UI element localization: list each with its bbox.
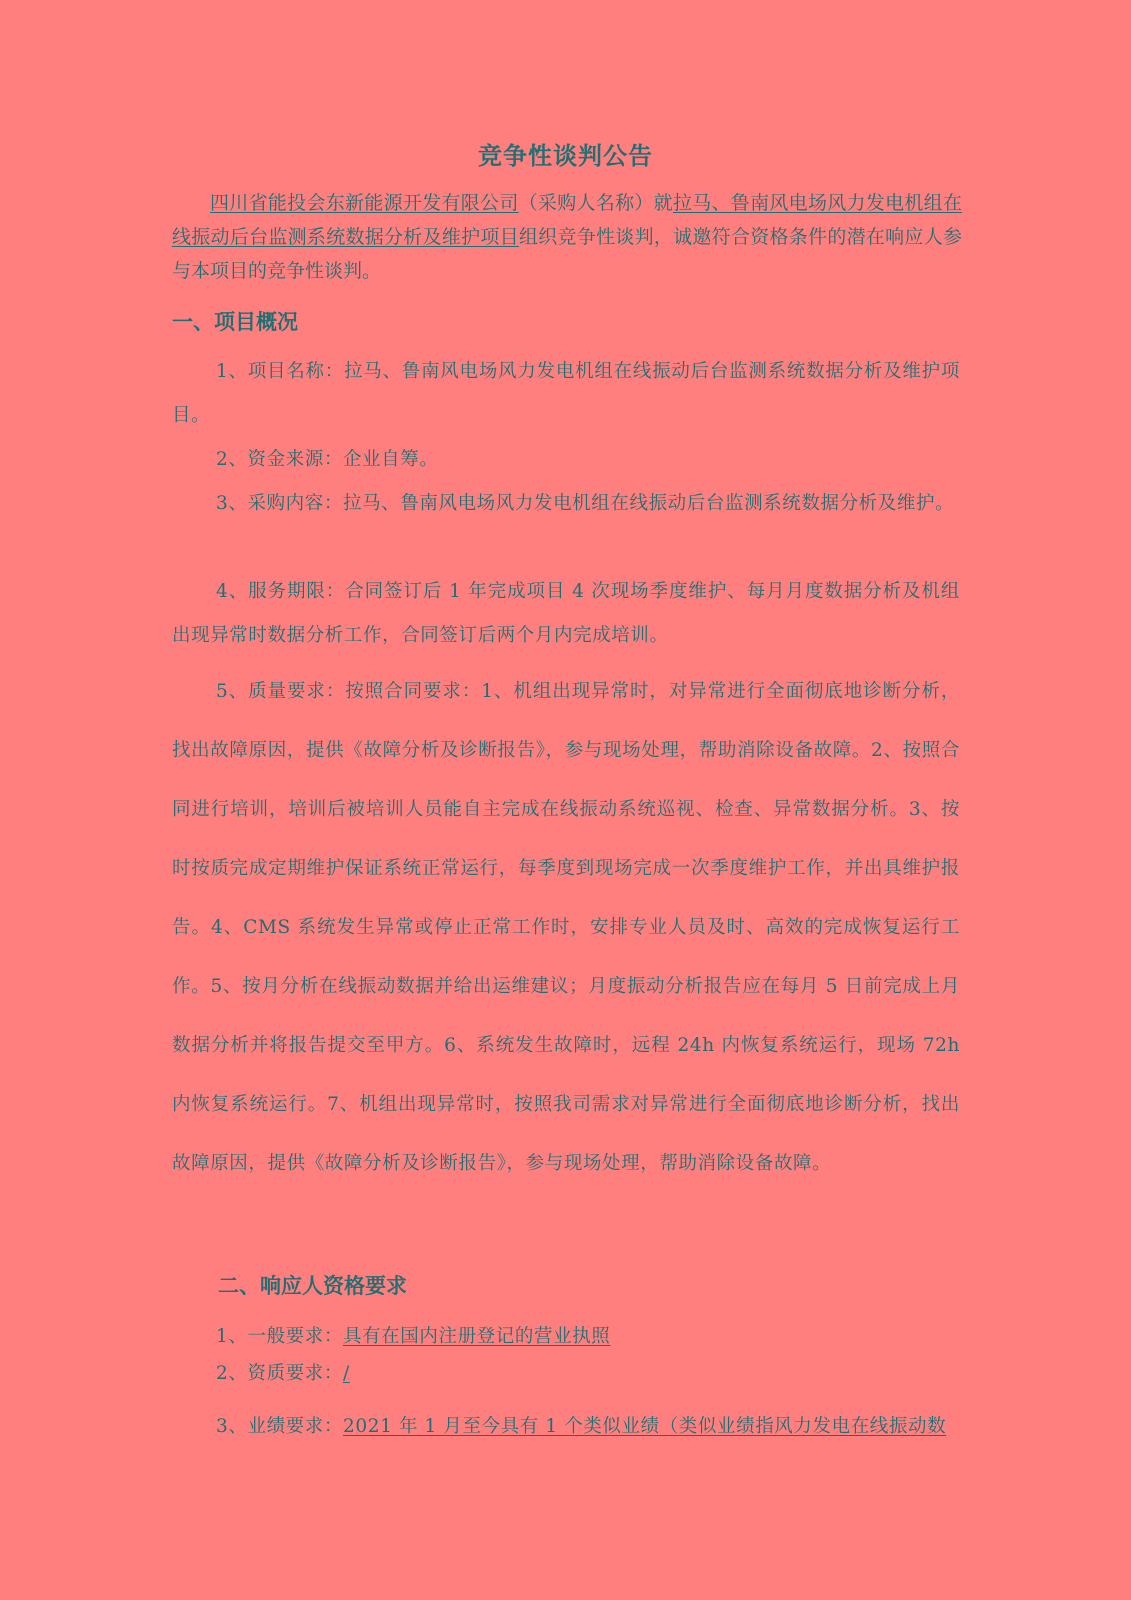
intro-rest: 组织竞争性谈判，诚邀符合资格条件的潜在响应人参与本项目的竞争性谈判。 — [172, 226, 962, 282]
req-performance — [216, 1412, 946, 1438]
req-general — [216, 1322, 610, 1348]
project-name: 拉马、鲁南风电场风力发电机组在线振动后台监测系统数据分析及维护项目 — [172, 192, 962, 248]
item-funding-source: 2、资金来源：企业自筹。 — [216, 449, 439, 470]
item-procurement-content: 3、采购内容：拉马、鲁南风电场风力发电机组在线振动后台监测系统数据分析及维护。 — [216, 493, 955, 514]
req-performance-label: 3、业绩要求： — [216, 1416, 343, 1437]
req-qualification-value: / — [342, 1363, 350, 1384]
purchaser-name: 四川省能投会东新能源开发有限公司 — [210, 192, 519, 214]
req-general-value: 具有在国内注册登记的营业执照 — [342, 1326, 611, 1347]
intro-paragraph — [172, 186, 962, 288]
item-service-period: 4、服务期限：合同签订后 1 年完成项目 4 次现场季度维护、每月月度数据分析及机组出现异常时数据分析工作，合同签订后两个月内完成培训。 — [172, 581, 960, 646]
req-general-label: 1、一般要求： — [216, 1326, 343, 1347]
section-1-heading: 一、项目概况 — [172, 310, 298, 334]
item-quality-requirements: 5、质量要求：按照合同要求：1、机组出现异常时，对异常进行全面彻底地诊断分析，找出故障原因，提供《故障分析及诊断报告》，参与现场处理，帮助消除设备故障。2、按照合同进行培训，培训后被培训人员能自主完成在线振动系统巡视、检查、异常数据分析。3、按时按质完成定期维护保证系统正常运行，每季度到现场完成一次季度维护工作，并出具维护报告。4、CMS 系统发生异常或停止正常工作时，安排专业人员及时、高效的完成恢复运行工作。5、按月分析在线振动数据并给出运维建议；月度振动分析报告应在每月 5 日前完成上月数据分析并将报告提交至甲方。6、系统发生故障时，远程 24h 内恢复系统运行，现场 72h 内恢复系统运行。7、机组出现异常时，按照我司需求对异常进行全面彻底地诊断分析，找出故障原因，提供《故障分析及诊断报告》，参与现场处理，帮助消除设备故障。 — [172, 681, 960, 1174]
req-qualification-label: 2、资质要求： — [216, 1363, 343, 1384]
document-title: 竞争性谈判公告 — [478, 142, 653, 170]
section-2-heading: 二、响应人资格要求 — [218, 1274, 407, 1298]
req-performance-value: 2021 年 1 月至今具有 1 个类似业绩（类似业绩指风力发电在线振动数 — [342, 1416, 947, 1437]
purchaser-note: （采购人名称）就 — [518, 192, 673, 214]
req-qualification — [216, 1359, 350, 1385]
item-project-name: 1、项目名称：拉马、鲁南风电场风力发电机组在线振动后台监测系统数据分析及维护项目。 — [172, 361, 960, 426]
